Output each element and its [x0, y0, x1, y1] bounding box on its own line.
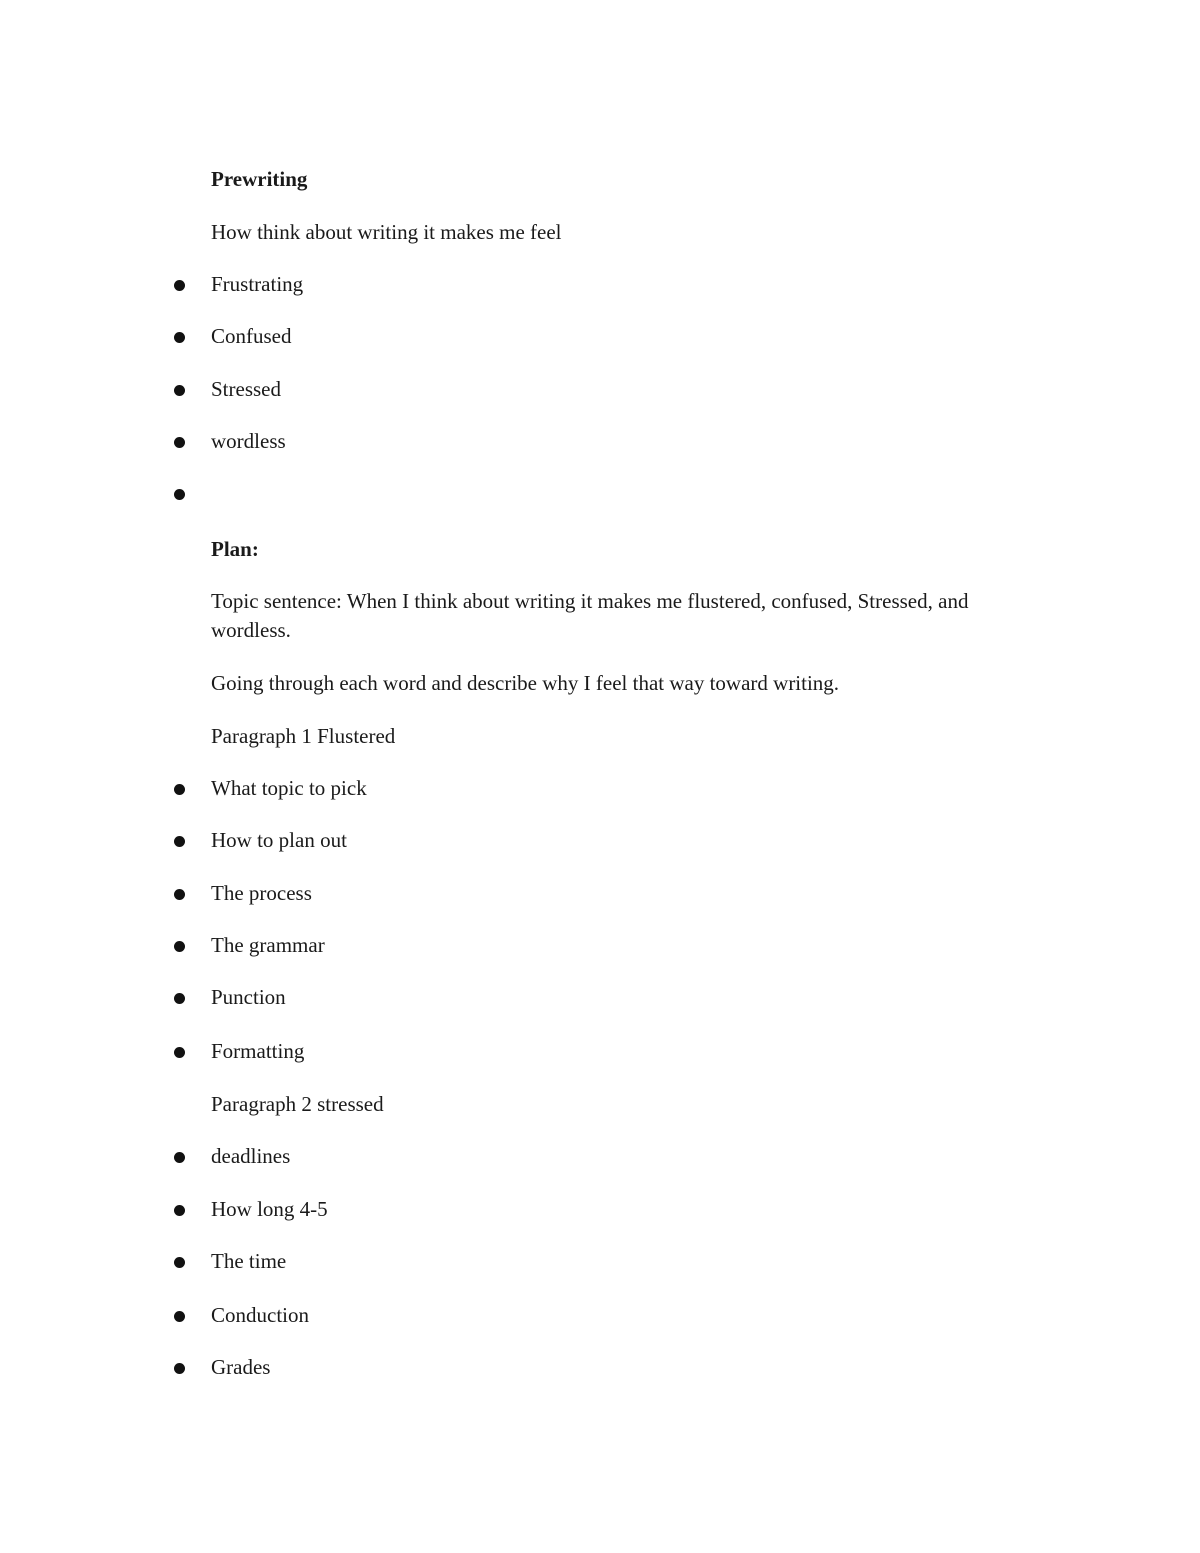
- list-item: Grades: [211, 1355, 271, 1379]
- bullet-icon: [174, 1311, 185, 1322]
- bullet-icon: [174, 1152, 185, 1163]
- bullet-icon: [174, 332, 185, 343]
- list-item: Conduction: [211, 1303, 309, 1327]
- list-item: The grammar: [211, 933, 325, 957]
- list-item: What topic to pick: [211, 776, 367, 800]
- list-item: The process: [211, 881, 312, 905]
- bullet-icon: [174, 941, 185, 952]
- list-item: Formatting: [211, 1039, 305, 1063]
- paragraph2-title: Paragraph 2 stressed: [211, 1092, 384, 1116]
- bullet-icon: [174, 437, 185, 448]
- list-item: deadlines: [211, 1144, 291, 1168]
- list-item: Confused: [211, 324, 292, 348]
- bullet-icon: [174, 1047, 185, 1058]
- prewriting-heading: Prewriting: [211, 167, 308, 191]
- prewriting-prompt: How think about writing it makes me feel: [211, 220, 562, 244]
- approach-text: Going through each word and describe why I feel that way toward writing.: [211, 671, 840, 695]
- list-item: Frustrating: [211, 272, 304, 296]
- bullet-icon: [174, 993, 185, 1004]
- bullet-icon: [174, 836, 185, 847]
- paragraph1-title: Paragraph 1 Flustered: [211, 724, 396, 748]
- bullet-icon: [174, 1363, 185, 1374]
- bullet-icon: [174, 489, 185, 500]
- bullet-icon: [174, 1257, 185, 1268]
- list-item: Stressed: [211, 377, 281, 401]
- list-item: Punction: [211, 985, 286, 1009]
- bullet-icon: [174, 280, 185, 291]
- bullet-icon: [174, 1205, 185, 1216]
- list-item: How long 4-5: [211, 1197, 328, 1221]
- topic-sentence: Topic sentence: When I think about writing it makes me flustered, confused, Stressed, and wordless.: [211, 589, 969, 642]
- list-item: How to plan out: [211, 828, 347, 852]
- bullet-icon: [174, 889, 185, 900]
- bullet-icon: [174, 385, 185, 396]
- list-item: The time: [211, 1249, 287, 1273]
- list-item: wordless: [211, 429, 286, 453]
- bullet-icon: [174, 784, 185, 795]
- plan-heading: Plan:: [211, 537, 259, 561]
